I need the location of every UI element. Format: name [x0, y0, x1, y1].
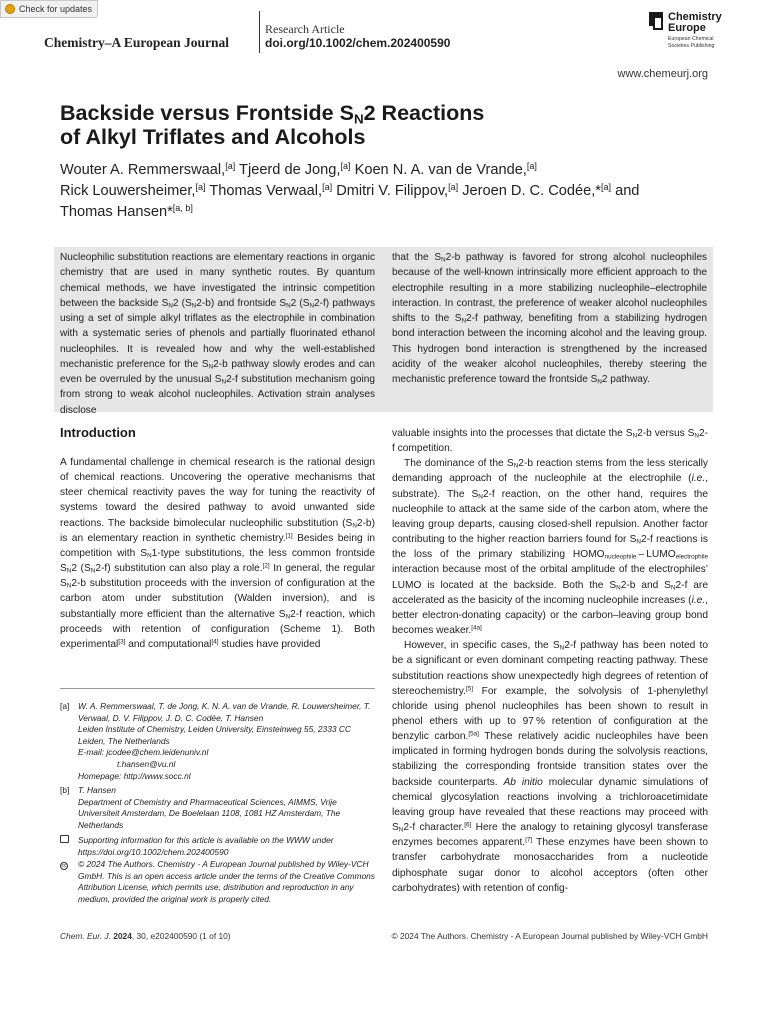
footnote-b-institution: Department of Chemistry and Pharmaceutical Sciences, AIMMS, Vrije Universiteit Amsterdam, De Boelelaan 1108, 1081 HZ Amsterdam, The Netherlands [78, 796, 341, 830]
doi-link[interactable]: doi.org/10.1002/chem.202400590 [265, 36, 451, 50]
author[interactable]: Thomas Hansen*[a, b] [60, 203, 193, 220]
article-title [60, 101, 484, 149]
check-updates-icon [5, 4, 15, 14]
check-for-updates-badge[interactable] [0, 0, 98, 18]
license-note [60, 859, 375, 905]
logo-sub2: Societies Publishing [668, 42, 715, 49]
author[interactable]: Dmitri V. Filippov,[a] [336, 182, 459, 199]
author-conjunction: and [615, 183, 640, 199]
abstract-col-right: that the $S_N2-b$ pathway is favored for strong alcohol nucleophiles because of the well-known intrinsically more efficient approach to the electrophile resulting in a more stabilizing nucleophile–electrophile interaction. In contrast, the preference of weaker alcohol nucleophiles shifts to the $S_N2-f$ pathway, benefiting from a stabilizing hydrogen bond interaction between the incoming alcohol and the leaving group. This hydrogen bond interaction is strengthened by the increased acidity of the weaker alcohol nucleophiles, thereby steering the mechanistic preference toward the frontside $S_N2$ pathway. [392, 252, 707, 386]
footnote-b-name: T. Hansen [78, 785, 116, 795]
license-text: © 2024 The Authors. Chemistry - A European Journal published by Wiley-VCH GmbH. This is an open access article under the terms of the Creative Commons Attribution License, which permits use, distribution and reproduction in any medium, provided the original work is properly cited. [78, 859, 375, 904]
author[interactable]: Thomas Verwaal,[a] [209, 182, 333, 199]
body-column-right [392, 426, 708, 896]
section-heading-introduction: Introduction [60, 425, 136, 440]
creative-commons-icon: cc [61, 863, 67, 869]
footnote-a: [a] W. A. Remmerswaal, T. de Jong, K. N. A. van de Vrande, R. Louwersheimer, T. Verwaal, D. V. Filippov, J. D. C. Codée, T. Hansen Leiden Institute of Chemistry, Leiden University, Einsteinweg 55, 2333 CC Leiden, The Netherlands E-mail: jcodee@chem.leidenuniv.nl t.hansen@vu.nl Homepage: http://www.socc.nl [60, 701, 375, 782]
author[interactable]: Wouter A. Remmerswaal,[a] [60, 161, 236, 178]
title-sub: N [353, 111, 364, 127]
supporting-info-note [60, 835, 375, 858]
paragraph: valuable insights into the processes that dictate the $S_N2-b$ versus $S_N2-f$ competition. [392, 428, 709, 455]
author[interactable]: Koen N. A. van de Vrande,[a] [354, 161, 537, 178]
copyright-footer: © 2024 The Authors. Chemistry - A European Journal published by Wiley-VCH GmbH [391, 931, 708, 941]
header-divider [259, 11, 260, 53]
abstract-box [54, 247, 713, 416]
supporting-info-icon [60, 835, 69, 843]
abstract-col-left: Nucleophilic substitution reactions are elementary reactions in organic chemistry that are used in many synthetic routes. By quantum chemical methods, we have investigated the intrinsic competition between the backside $S_N2$ $(S_N2-b)$ and frontside $S_N2$ $(S_N2-f)$ pathways using a set of simple alkyl triflates as the electrophile in combination with a systematic series of phenols and partially fluorinated ethanol nucleophiles. It is revealed how and why the well-established mechanistic preference for the $S_N2-b$ pathway slowly erodes and can even be overruled by the unusual $S_N2-f$ substitution mechanism going from strong to weak alcohol nucleophiles. Activation strain analyses disclose [60, 252, 376, 416]
footnote-a-homepage[interactable]: Homepage: http://www.socc.nl [78, 770, 191, 781]
footnote-a-email2[interactable]: t.hansen@vu.nl [117, 758, 176, 769]
title-line2: of Alkyl Triflates and Alcohols [60, 125, 366, 149]
website-link[interactable]: www.chemeurj.org [617, 68, 708, 80]
supporting-info-text[interactable]: Supporting information for this article is available on the WWW under https://doi.org/10.1002/chem.202400590 [78, 835, 334, 857]
title-line1a: Backside versus Frontside S [60, 101, 354, 125]
footnote-a-email[interactable]: E-mail: jcodee@chem.leidenuniv.nl [78, 747, 209, 758]
citation-footer: Chem. Eur. J. 2024, 30, e202400590 (1 of 10) [60, 931, 231, 941]
footnote-b: [b] T. Hansen Department of Chemistry and Pharmaceutical Sciences, AIMMS, Vrije Universiteit Amsterdam, De Boelelaan 1108, 1081 HZ Amsterdam, The Netherlands [60, 785, 375, 831]
footnote-a-institution: Leiden Institute of Chemistry, Leiden University, Einsteinweg 55, 2333 CC Leiden, The Netherlands [78, 724, 351, 746]
author-list [60, 160, 700, 223]
logo-line1: Chemistry [668, 11, 722, 23]
logo-sub1: European Chemical [668, 36, 714, 42]
paragraph: A fundamental challenge in chemical research is the rational design of chemical reactions. Uncovering the operative mechanisms that steer chemical reactivity paves the way for tuning the reactivity of systems toward the desired pathway to avoid unwanted side reactions. The backside bimolecular nucleophilic substitution $(S_N2-b)$ is an elementary reaction in synthetic chemistry.[1] Besides being in competition with $S_N1$-type substitutions, the less common frontside $S_N2$ $(S_N2-f)$ substitution can also play a role.[2] In general, the regular $S_N2-b$ substitution proceeds with the inversion of configuration at the carbon atom under substitution (Walden inversion), and is substantially more efficient than the alternative $S_N2-f$ reaction, which proceeds with retention of configuration (Scheme 1). Both experimental[3] and computational[4] studies have provided [60, 457, 376, 650]
footnote-a-names: W. A. Remmerswaal, T. de Jong, K. N. A. van de Vrande, R. Louwersheimer, T. Verwaal, D. V. Filippov, J. D. C. Codée, T. Hansen [78, 701, 371, 723]
author[interactable]: Jeroen D. C. Codée,*[a] [462, 182, 612, 199]
body-column-left [60, 455, 375, 652]
publisher-logo[interactable] [649, 12, 722, 49]
logo-line2: Europe [668, 22, 706, 34]
title-line1b: 2 Reactions [363, 101, 485, 125]
article-type: Research Article [265, 22, 345, 36]
journal-name: Chemistry–A European Journal [44, 35, 230, 50]
paragraph: The dominance of the $S_N2-b$ reaction stems from the less sterically demanding approach of the nucleophile at the electrophile (i.e., substrate). The $S_N2-f$ reaction, on the other hand, requires the nucleophile to attack at the same side of the carbon atom, where the leaving group departs, causing closed-shell repulsion. Another factor contributing to the higher reaction barriers found for $S_N2-f$ reactions is the loss of the primary stabilizing $HOMO_{nucleophile}$ – $LUMO_{electrophile}$ interaction because most of the orbital amplitude of the electrophiles’ LUMO is located at the backside. Both the $S_N2-b$ and $S_N2-f$ are accelerated as the basicity of the incoming nucleophile increases (i.e., better electron-donating capacity) or the carbon–leaving group bond becomes weaker.[4a] [392, 458, 709, 637]
footnote-divider [60, 688, 375, 689]
author[interactable]: Rick Louwersheimer,[a] [60, 182, 206, 199]
chemistry-europe-logo-icon [649, 12, 663, 30]
author[interactable]: Tjeerd de Jong,[a] [239, 161, 351, 178]
badge-label: Check for updates [19, 4, 93, 14]
paragraph: However, in specific cases, the $S_N2-f$ pathway has been noted to be a significant or even dominant competing reacting pathway. These substitution reactions show unexpectedly high degrees of retention of stereochemistry.[5] For example, the solvolysis of 1-phenylethyl chloride using phenol nucleophiles has been shown to result in phenol ethers with up to 97 % retention of configuration at the benzylic carbon.[5a] These relatively acidic nucleophiles have been implicated in forming hydrogen bonds during the solvolysis reactions, stabilizing the corresponding frontside transition states over the backside counterparts. Ab initio molecular dynamic simulations of chemical glycosylation reactions involving a trichloroacetimidate leaving group have revealed that these reactions may proceed with $S_N2-f$ character.[6] Here the analogy to retaining glycosyl transferase enzymes becomes apparent.[7] These enzymes have been shown to transfer carbohydrate monosaccharides from a nucleotide diphosphate sugar donor to alcohol acceptors (often other carbohydrates) with retention of config- [392, 640, 709, 894]
